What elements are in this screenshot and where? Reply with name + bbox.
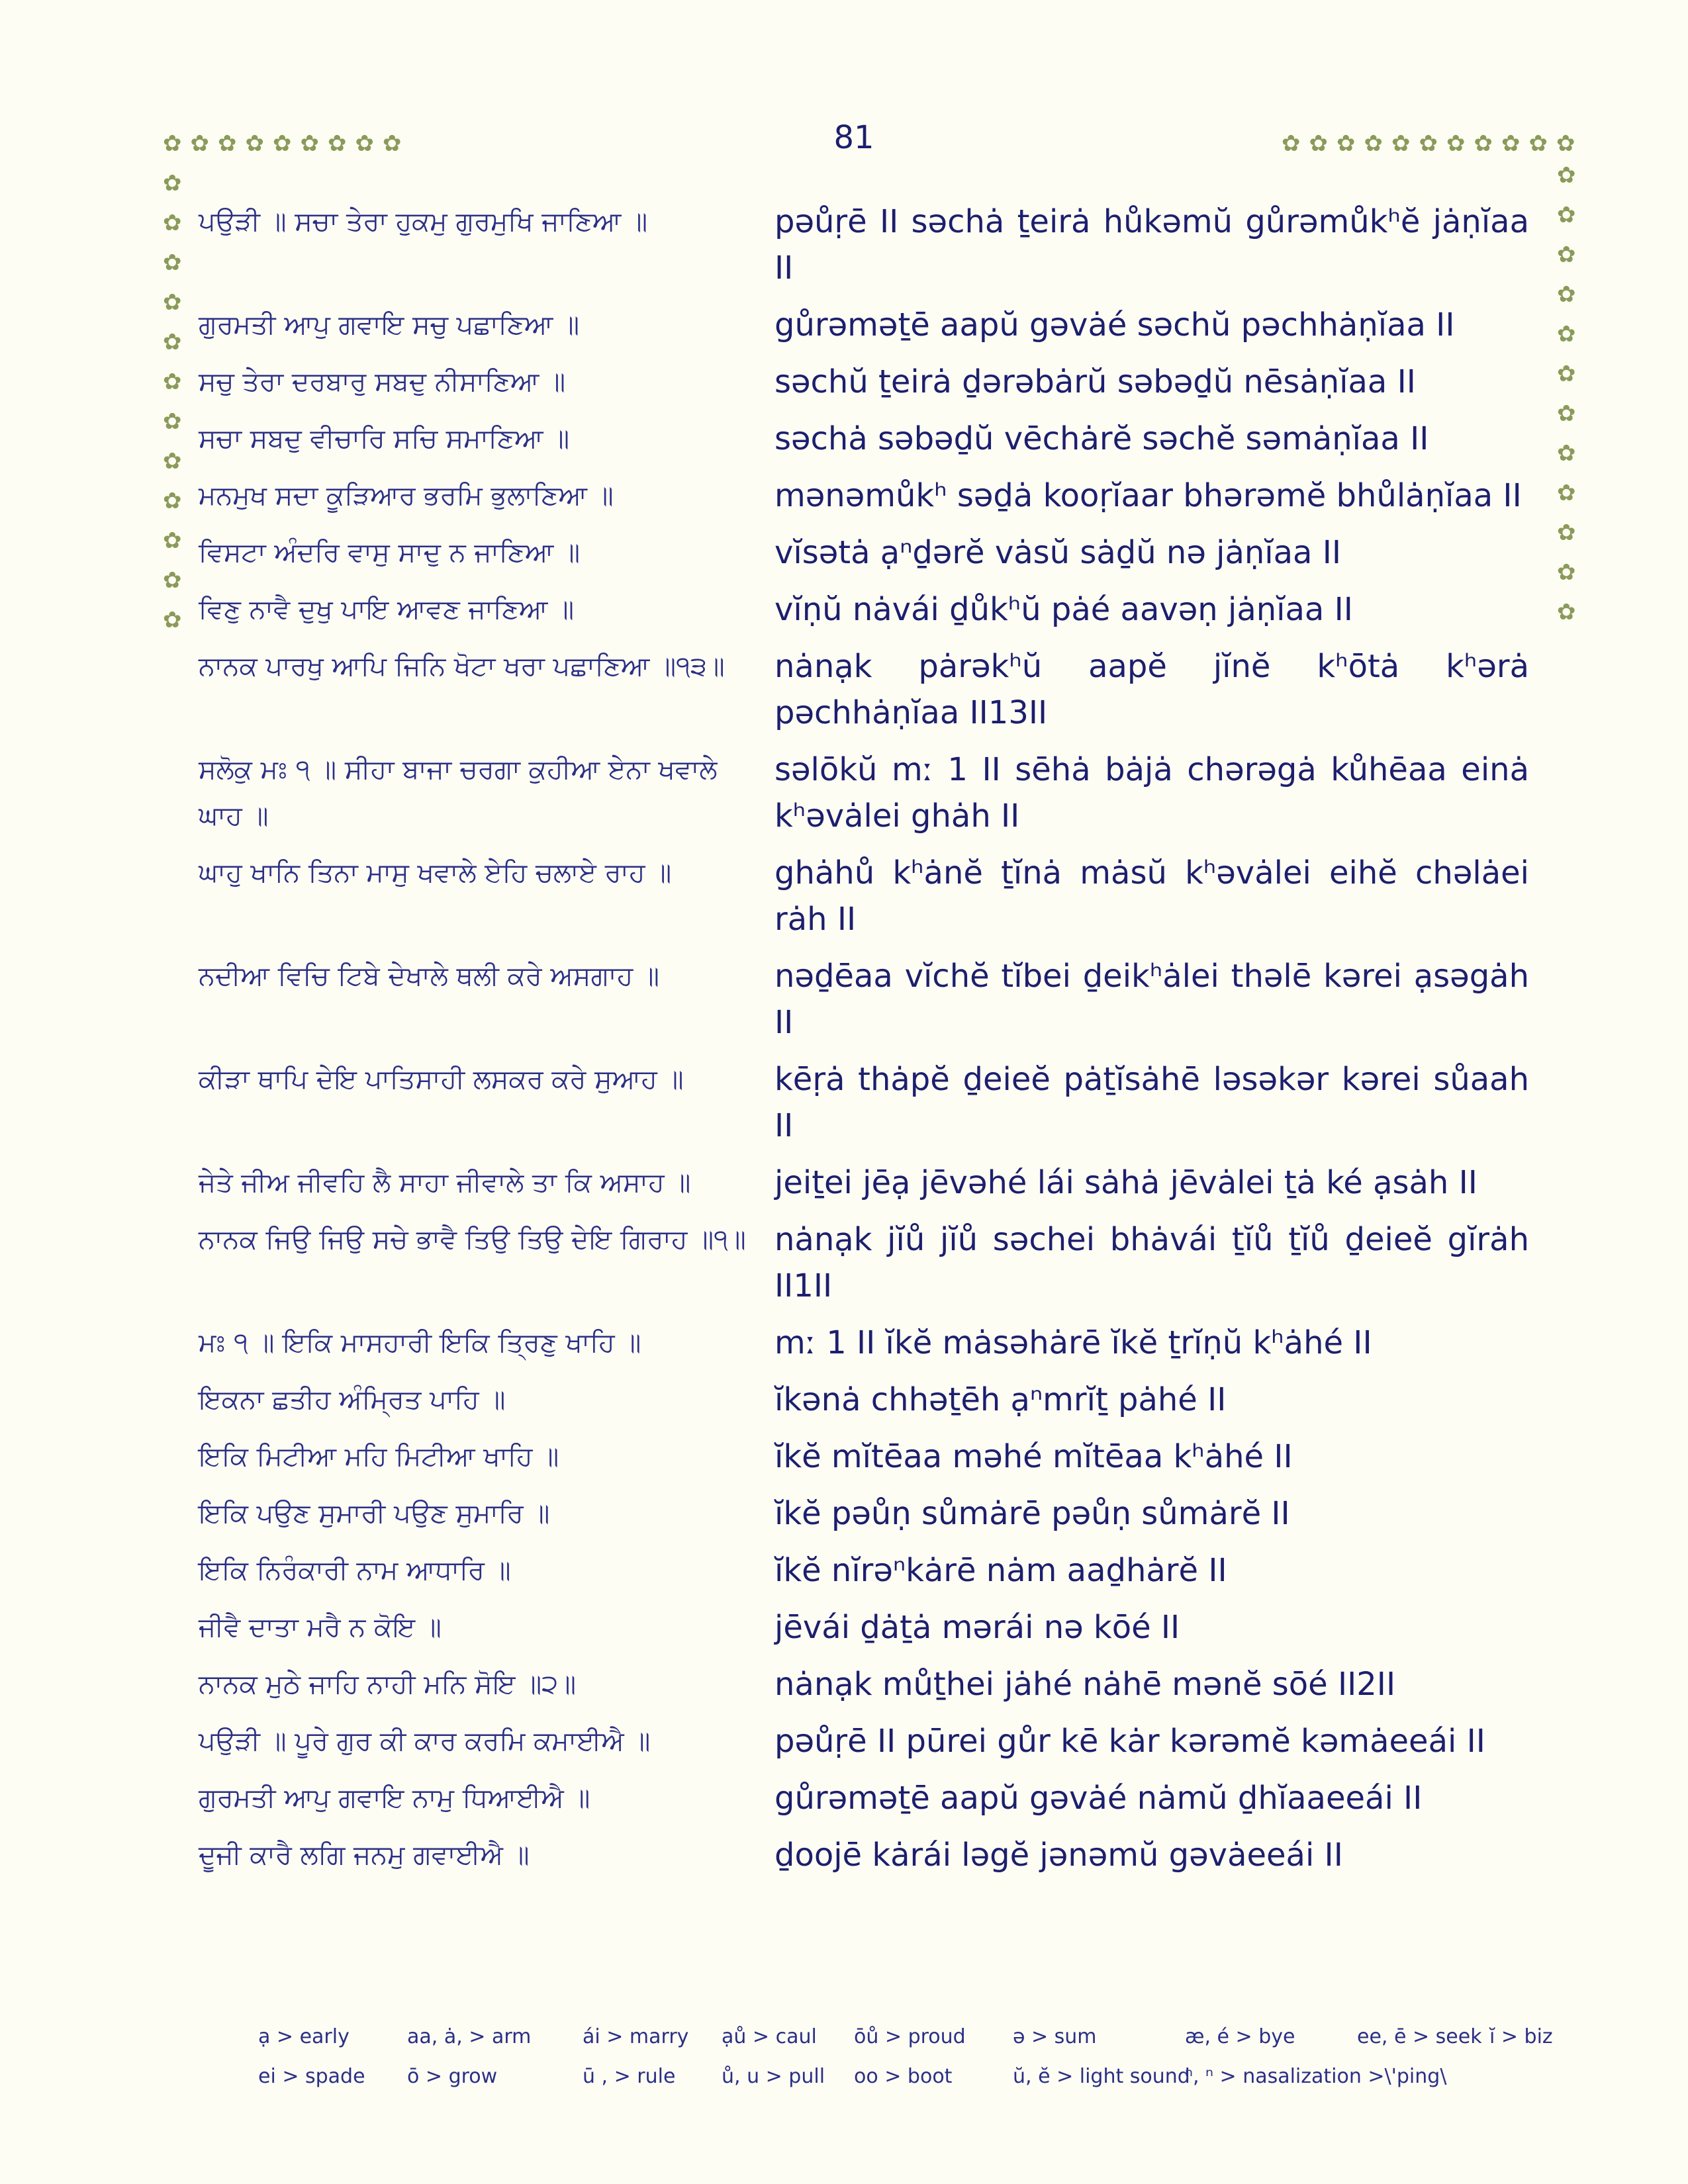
gurmukhi-line: ਜੀਵੈ ਦਾਤਾ ਮਰੈ ਨ ਕੋਇ ॥ bbox=[199, 1612, 442, 1643]
flower-ornament-icon: ✿ bbox=[163, 567, 182, 594]
transliteration-line: səlōkŭ mː 1 II sēhȧ bȧjȧ chərəgȧ kůhēaa einȧ kʰəvȧlei ghȧh II bbox=[774, 751, 1529, 835]
flower-ornament-icon: ✿ bbox=[163, 170, 182, 197]
legend-entry: ō > grow bbox=[407, 2065, 498, 2088]
flower-ornament-icon: ✿ bbox=[1557, 400, 1576, 427]
legend-entry: oo > boot bbox=[854, 2065, 953, 2088]
flower-ornament-icon: ✿ bbox=[1557, 202, 1576, 228]
transliteration-line: vĭsətȧ ạⁿḏərĕ vȧsŭ sȧḏŭ nə jȧṇĭaa II bbox=[774, 534, 1342, 571]
verse-row bbox=[199, 416, 1542, 462]
legend-entry: ⁿ, ⁿ > nasalization >\'ping\ bbox=[1185, 2065, 1447, 2088]
transliteration-line: ĭkĕ mĭtēaa məhé mĭtēaa kʰȧhé II bbox=[774, 1438, 1293, 1475]
transliteration-line: səchŭ ṯeirȧ ḏərəbȧrŭ səbəḏŭ nēsȧṇĭaa II bbox=[774, 363, 1416, 400]
flower-ornament-icon: ✿ bbox=[1557, 440, 1576, 467]
legend-entry: ạů > caul bbox=[722, 2025, 817, 2048]
flower-ornament-icon: ✿ bbox=[300, 130, 319, 157]
legend-entry: ū , > rule bbox=[583, 2065, 676, 2088]
flower-ornament-icon: ✿ bbox=[1556, 130, 1575, 157]
transliteration-line: kēṛȧ thȧpĕ ḏeieĕ pȧṯĭsȧhē ləsəkər kərei sůaah II bbox=[774, 1061, 1529, 1144]
flower-ornament-icon: ✿ bbox=[163, 250, 182, 276]
verse-row bbox=[199, 586, 1542, 633]
flower-ornament-icon: ✿ bbox=[163, 329, 182, 355]
flower-ornament-icon: ✿ bbox=[1282, 130, 1301, 157]
legend-entry: ōů > proud bbox=[854, 2025, 966, 2048]
flower-ornament-icon: ✿ bbox=[218, 130, 237, 157]
flower-ornament-icon: ✿ bbox=[1557, 480, 1576, 506]
flower-ornament-icon: ✿ bbox=[163, 289, 182, 316]
legend-entry: ĭ > biz bbox=[1489, 2025, 1553, 2048]
verse-row bbox=[199, 1433, 1542, 1480]
verse-row bbox=[199, 1377, 1542, 1423]
flower-ornament-icon: ✿ bbox=[355, 130, 374, 157]
flower-ornament-icon: ✿ bbox=[163, 408, 182, 435]
gurmukhi-line: ਸਲੋਕੁ ਮਃ ੧ ॥ ਸੀਹਾ ਬਾਜਾ ਚਰਗਾ ਕੁਹੀਆ ਏਨਾ ਖਵਾਲੇ ਘਾਹ ॥ bbox=[199, 754, 718, 831]
gurmukhi-line: ਗੁਰਮਤੀ ਆਪੁ ਗਵਾਇ ਨਾਮੁ ਧਿਆਈਐ ॥ bbox=[199, 1783, 590, 1813]
page-number: 81 bbox=[833, 119, 874, 156]
gurmukhi-line: ਇਕਨਾ ਛਤੀਹ ਅੰਮ੍ਰਿਤ ਪਾਹਿ ॥ bbox=[199, 1385, 506, 1415]
flower-ornament-icon: ✿ bbox=[1557, 559, 1576, 586]
verse-row bbox=[199, 302, 1542, 348]
verse-row bbox=[199, 1661, 1542, 1707]
verse-row bbox=[199, 473, 1542, 519]
gurmukhi-line: ਨਦੀਆ ਵਿਚਿ ਟਿਬੇ ਦੇਖਾਲੇ ਥਲੀ ਕਰੇ ਅਸਗਾਹ ॥ bbox=[199, 961, 659, 991]
flower-ornament-icon: ✿ bbox=[1364, 130, 1383, 157]
flower-ornament-icon: ✿ bbox=[190, 130, 209, 157]
verse-row bbox=[199, 850, 1542, 942]
flower-ornament-icon: ✿ bbox=[1336, 130, 1356, 157]
legend-row bbox=[258, 2065, 1516, 2105]
ornament-top-left bbox=[163, 132, 402, 155]
gurmukhi-line: ਪਉੜੀ ॥ ਪੂਰੇ ਗੁਰ ਕੀ ਕਾਰ ਕਰਮਿ ਕਮਾਈਐ ॥ bbox=[199, 1726, 651, 1756]
verse-row bbox=[199, 1160, 1542, 1206]
flower-ornament-icon: ✿ bbox=[1557, 321, 1576, 347]
verse-row bbox=[199, 1775, 1542, 1821]
legend-entry: ə > sum bbox=[1013, 2025, 1097, 2048]
legend-entry: aa, ȧ, > arm bbox=[407, 2025, 532, 2048]
gurmukhi-line: ਸਚੁ ਤੇਰਾ ਦਰਬਾਰੁ ਸਬਦੁ ਨੀਸਾਣਿਆ ॥ bbox=[199, 367, 566, 397]
transliteration-line: pəůṛē II pūrei gůr kē kȧr kərəmĕ kəmȧeeái II bbox=[774, 1723, 1485, 1760]
gurmukhi-line: ਸਚਾ ਸਬਦੁ ਵੀਚਾਰਿ ਸਚਿ ਸਮਾਣਿਆ ॥ bbox=[199, 424, 570, 454]
gurmukhi-line: ਜੇਤੇ ਜੀਅ ਜੀਵਹਿ ਲੈ ਸਾਹਾ ਜੀਵਾਲੇ ਤਾ ਕਿ ਅਸਾਹ ॥ bbox=[199, 1167, 691, 1198]
flower-ornament-icon: ✿ bbox=[383, 130, 402, 157]
legend-entry: ee, ē > seek bbox=[1357, 2025, 1482, 2048]
transliteration-line: pəůṛē II səchȧ ṯeirȧ hůkəmŭ gůrəmůkʰĕ jȧṇĭaa II bbox=[774, 203, 1529, 287]
verse-row bbox=[199, 1320, 1542, 1366]
gurmukhi-line: ਗੁਰਮਤੀ ਆਪੁ ਗਵਾਇ ਸਚੁ ਪਛਾਣਿਆ ॥ bbox=[199, 310, 580, 340]
flower-ornament-icon: ✿ bbox=[163, 369, 182, 395]
gurmukhi-line: ਵਿਸਟਾ ਅੰਦਰਿ ਵਾਸੁ ਸਾਦੁ ਨ ਜਾਣਿਆ ॥ bbox=[199, 537, 581, 568]
flower-ornament-icon: ✿ bbox=[1391, 130, 1411, 157]
flower-ornament-icon: ✿ bbox=[163, 527, 182, 554]
flower-ornament-icon: ✿ bbox=[1446, 130, 1466, 157]
legend-entry: ŭ, ĕ > light sound bbox=[1013, 2065, 1190, 2088]
flower-ornament-icon: ✿ bbox=[1309, 130, 1328, 157]
transliteration-line: ḏoojē kȧrái ləgĕ jənəmŭ gəvȧeeái II bbox=[774, 1837, 1343, 1874]
verse-row bbox=[199, 1718, 1542, 1764]
flower-ornament-icon: ✿ bbox=[1557, 162, 1576, 189]
gurmukhi-line: ਮਨਮੁਖ ਸਦਾ ਕੂੜਿਆਰ ਭਰਮਿ ਭੁਲਾਣਿਆ ॥ bbox=[199, 480, 614, 511]
verse-row bbox=[199, 953, 1542, 1046]
transliteration-line: ĭkĕ pəůṇ sůmȧrē pəůṇ sůmȧrĕ II bbox=[774, 1495, 1290, 1532]
legend-entry: ů, u > pull bbox=[722, 2065, 825, 2088]
transliteration-line: nȧnạk pȧrəkʰŭ aapĕ jĭnĕ kʰōtȧ kʰərȧ pəchhȧṇĭaa II13II bbox=[774, 648, 1529, 731]
transliteration-line: gůrəməṯē aapŭ gəvȧé nȧmŭ ḏhĭaaeeái II bbox=[774, 1780, 1423, 1817]
legend-entry: æ, é > bye bbox=[1185, 2025, 1295, 2048]
legend-entry: ạ > early bbox=[258, 2025, 350, 2048]
flower-ornament-icon: ✿ bbox=[1419, 130, 1438, 157]
flower-ornament-icon: ✿ bbox=[163, 607, 182, 633]
verse-row bbox=[199, 1056, 1542, 1149]
flower-ornament-icon: ✿ bbox=[1501, 130, 1521, 157]
flower-ornament-icon: ✿ bbox=[1557, 361, 1576, 387]
legend-entry: ei > spade bbox=[258, 2065, 365, 2088]
gurmukhi-line: ਇਕਿ ਮਿਟੀਆ ਮਹਿ ਮਿਟੀਆ ਖਾਹਿ ॥ bbox=[199, 1441, 559, 1472]
gurmukhi-line: ਘਾਹੁ ਖਾਨਿ ਤਿਨਾ ਮਾਸੁ ਖਵਾਲੇ ਏਹਿ ਚਲਾਏ ਰਾਹ ॥ bbox=[199, 858, 672, 888]
flower-ornament-icon: ✿ bbox=[1528, 130, 1548, 157]
transliteration-line: jeiṯei jēạ jēvəhé lái sȧhȧ jēvȧlei ṯȧ ké ạsȧh II bbox=[774, 1164, 1477, 1201]
transliteration-line: mənəmůkʰ səḏȧ kooṛĭaar bhərəmĕ bhůlȧṇĭaa II bbox=[774, 477, 1522, 514]
flower-ornament-icon: ✿ bbox=[273, 130, 292, 157]
flower-ornament-icon: ✿ bbox=[163, 210, 182, 236]
verse-row bbox=[199, 1216, 1542, 1309]
flower-ornament-icon: ✿ bbox=[328, 130, 347, 157]
ornament-left-column bbox=[163, 172, 182, 631]
flower-ornament-icon: ✿ bbox=[1557, 520, 1576, 546]
transliteration-line: ĭkənȧ chhəṯēh ạⁿmrĭṯ pȧhé II bbox=[774, 1381, 1227, 1418]
gurmukhi-line: ਨਾਨਕ ਪਾਰਖੁ ਆਪਿ ਜਿਨਿ ਖੋਟਾ ਖਰਾ ਪਛਾਣਿਆ ॥੧੩॥ bbox=[199, 651, 725, 682]
ornament-top-right bbox=[1282, 132, 1575, 155]
verse-row bbox=[199, 199, 1542, 291]
transliteration-line: ghȧhů kʰȧnĕ ṯĭnȧ mȧsŭ kʰəvȧlei eihĕ chəlȧei rȧh II bbox=[774, 854, 1529, 938]
transliteration-line: ĭkĕ nĭrəⁿkȧrē nȧm aaḏhȧrĕ II bbox=[774, 1552, 1227, 1589]
flower-ornament-icon: ✿ bbox=[1557, 281, 1576, 308]
transliteration-line: gůrəməṯē aapŭ gəvȧé səchŭ pəchhȧṇĭaa II bbox=[774, 306, 1455, 343]
gurmukhi-line: ਦੂਜੀ ਕਾਰੈ ਲਗਿ ਜਨਮੁ ਗਵਾਈਐ ॥ bbox=[199, 1840, 530, 1870]
gurmukhi-line: ਨਾਨਕ ਮੁਠੇ ਜਾਹਿ ਨਾਹੀ ਮਨਿ ਸੋਇ ॥੨॥ bbox=[199, 1669, 577, 1700]
flower-ornament-icon: ✿ bbox=[1474, 130, 1493, 157]
transliteration-line: vĭṇŭ nȧvái ḏůkʰŭ pȧé aavəṇ jȧṇĭaa II bbox=[774, 591, 1353, 628]
transliteration-line: nȧnạk jĭů jĭů səchei bhȧvái ṯĭů ṯĭů ḏeieĕ gĭrȧh II1II bbox=[774, 1221, 1529, 1304]
flower-ornament-icon: ✿ bbox=[163, 130, 182, 157]
transliteration-line: nȧnạk můṯhei jȧhé nȧhē mənĕ sōé II2II bbox=[774, 1666, 1396, 1703]
gurmukhi-line: ਨਾਨਕ ਜਿਉ ਜਿਉ ਸਚੇ ਭਾਵੈ ਤਿਉ ਤਿਉ ਦੇਇ ਗਿਰਾਹ ॥੧॥ bbox=[199, 1224, 746, 1255]
gurmukhi-line: ਇਕਿ ਨਿਰੰਕਾਰੀ ਨਾਮ ਆਧਾਰਿ ॥ bbox=[199, 1555, 511, 1586]
transliteration-line: nəḏēaa vĭchĕ tĭbei ḏeikʰȧlei thəlē kərei ạsəgȧh II bbox=[774, 958, 1529, 1041]
verse-row bbox=[199, 1832, 1542, 1878]
verse-row bbox=[199, 1490, 1542, 1537]
legend-entry: ái > marry bbox=[583, 2025, 689, 2048]
flower-ornament-icon: ✿ bbox=[163, 488, 182, 514]
gurmukhi-line: ਕੀੜਾ ਥਾਪਿ ਦੇਇ ਪਾਤਿਸਾਹੀ ਲਸਕਰ ਕਰੇ ਸੁਆਹ ॥ bbox=[199, 1064, 684, 1095]
flower-ornament-icon: ✿ bbox=[1557, 242, 1576, 268]
flower-ornament-icon: ✿ bbox=[163, 448, 182, 475]
transliteration-line: jēvái ḏȧṯȧ mərái nə kōé II bbox=[774, 1609, 1180, 1646]
verse-row bbox=[199, 529, 1542, 576]
verse-row bbox=[199, 747, 1542, 839]
legend-row bbox=[258, 2025, 1553, 2065]
gurmukhi-line: ਮਃ ੧ ॥ ਇਕਿ ਮਾਸਹਾਰੀ ਇਕਿ ਤ੍ਰਿਣੁ ਖਾਹਿ ॥ bbox=[199, 1328, 641, 1358]
verse-list bbox=[199, 199, 1542, 1889]
pronunciation-legend bbox=[258, 2025, 1553, 2105]
transliteration-line: səchȧ səbəḏŭ vēchȧrĕ səchĕ səmȧṇĭaa II bbox=[774, 420, 1429, 457]
gurmukhi-line: ਪਉੜੀ ॥ ਸਚਾ ਤੇਰਾ ਹੁਕਮੁ ਗੁਰਮੁਖਿ ਜਾਣਿਆ ॥ bbox=[199, 206, 648, 237]
flower-ornament-icon: ✿ bbox=[245, 130, 264, 157]
ornament-right-column bbox=[1557, 164, 1576, 623]
verse-row bbox=[199, 1547, 1542, 1594]
gurmukhi-line: ਵਿਣੁ ਨਾਵੈ ਦੁਖੁ ਪਾਇ ਆਵਣ ਜਾਣਿਆ ॥ bbox=[199, 594, 575, 625]
flower-ornament-icon: ✿ bbox=[1557, 599, 1576, 625]
transliteration-line: mː 1 II ĭkĕ mȧsəhȧrē ĭkĕ ṯrĭṇŭ kʰȧhé II bbox=[774, 1324, 1372, 1361]
verse-row bbox=[199, 1604, 1542, 1651]
verse-row bbox=[199, 643, 1542, 736]
gurmukhi-line: ਇਕਿ ਪਉਣ ਸੁਮਾਰੀ ਪਉਣ ਸੁਮਾਰਿ ॥ bbox=[199, 1498, 550, 1529]
verse-row bbox=[199, 359, 1542, 405]
